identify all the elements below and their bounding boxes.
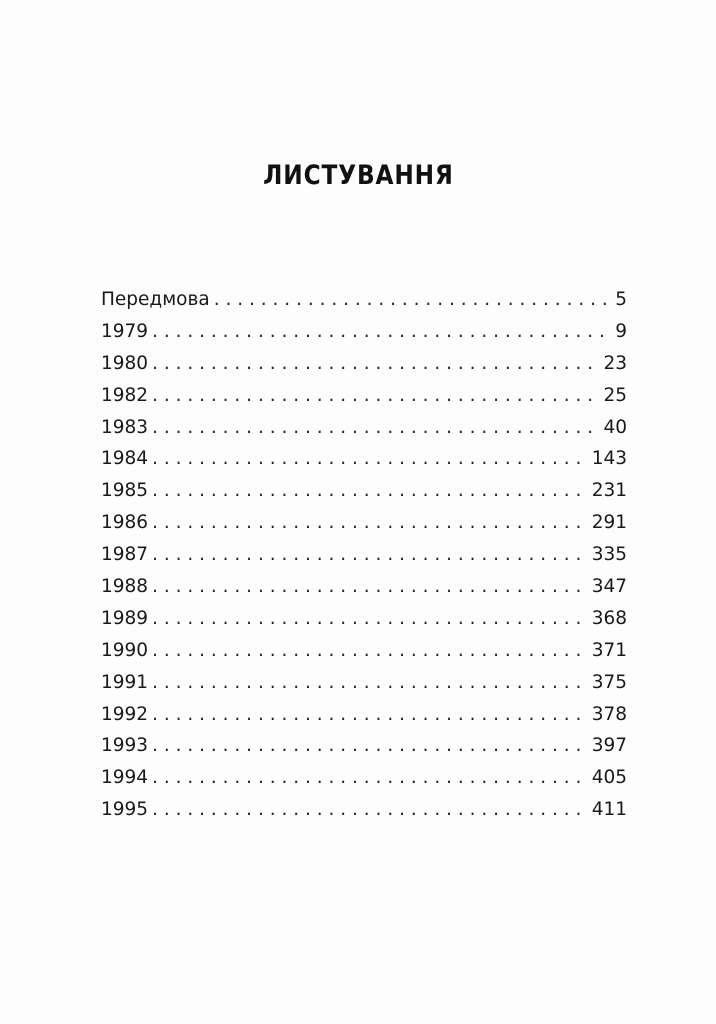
- toc-entry-label: 1992: [101, 703, 149, 725]
- toc-entry: [101, 539, 627, 571]
- toc-entry-label: 1990: [101, 639, 149, 661]
- toc-entry: [101, 699, 627, 731]
- toc-entry-page: 371: [591, 639, 627, 661]
- toc-entry: [101, 348, 627, 380]
- toc-entry-label: 1986: [101, 512, 149, 534]
- toc-entry-page: 405: [591, 767, 627, 789]
- toc-entry-page: 40: [603, 416, 627, 438]
- toc-entry-label: 1988: [101, 576, 149, 598]
- toc-entry: [101, 412, 627, 444]
- toc-entry: [101, 730, 627, 762]
- toc-entry-label: 1995: [101, 799, 149, 821]
- toc-entry: [101, 603, 627, 635]
- toc-entry: [101, 507, 627, 539]
- toc-entry-label: 1983: [101, 416, 149, 438]
- toc-entry-page: 397: [591, 735, 627, 757]
- dot-leader: [152, 603, 588, 635]
- toc-entry-page: 347: [591, 576, 627, 598]
- toc-entry-label: 1991: [101, 671, 149, 693]
- toc-entry: [101, 443, 627, 475]
- toc-entry: [101, 571, 627, 603]
- toc-entry-page: 368: [591, 607, 627, 629]
- dot-leader: [152, 539, 588, 571]
- dot-leader: [214, 284, 611, 316]
- dot-leader: [152, 380, 599, 412]
- dot-leader: [152, 762, 588, 794]
- toc-entry-page: 378: [591, 703, 627, 725]
- toc-entry-label: 1987: [101, 544, 149, 566]
- toc-entry-label: 1989: [101, 607, 149, 629]
- toc-entry-page: 25: [603, 384, 627, 406]
- toc-entry-label: 1980: [101, 352, 149, 374]
- page-title: ЛИСТУВАННЯ: [263, 160, 454, 192]
- toc-entry-page: 291: [591, 512, 627, 534]
- toc-entry: [101, 316, 627, 348]
- dot-leader: [152, 348, 599, 380]
- toc-entry-page: 375: [591, 671, 627, 693]
- dot-leader: [152, 443, 588, 475]
- toc-entry-page: 231: [591, 480, 627, 502]
- table-of-contents: [101, 284, 627, 826]
- toc-entry-label: 1994: [101, 767, 149, 789]
- toc-entry: [101, 284, 627, 316]
- toc-entry-page: 143: [591, 448, 627, 470]
- dot-leader: [152, 475, 588, 507]
- toc-entry-label: 1982: [101, 384, 149, 406]
- toc-entry-page: 335: [591, 544, 627, 566]
- dot-leader: [152, 794, 588, 826]
- dot-leader: [152, 635, 588, 667]
- toc-entry-page: 5: [615, 289, 627, 310]
- dot-leader: [152, 316, 611, 348]
- toc-entry-label: 1979: [101, 320, 149, 342]
- toc-entry: [101, 635, 627, 667]
- toc-entry-label: Передмова: [101, 289, 210, 310]
- toc-entry: [101, 380, 627, 412]
- toc-entry-label: 1984: [101, 448, 149, 470]
- dot-leader: [152, 507, 588, 539]
- toc-entry: [101, 475, 627, 507]
- toc-entry-page: 23: [603, 352, 627, 374]
- dot-leader: [152, 730, 588, 762]
- dot-leader: [152, 412, 599, 444]
- toc-entry: [101, 762, 627, 794]
- toc-entry: [101, 794, 627, 826]
- dot-leader: [152, 571, 588, 603]
- toc-entry: [101, 667, 627, 699]
- dot-leader: [152, 699, 588, 731]
- toc-entry-label: 1993: [101, 735, 149, 757]
- toc-entry-page: 411: [591, 799, 627, 821]
- dot-leader: [152, 667, 588, 699]
- toc-entry-page: 9: [615, 320, 627, 342]
- toc-entry-label: 1985: [101, 480, 149, 502]
